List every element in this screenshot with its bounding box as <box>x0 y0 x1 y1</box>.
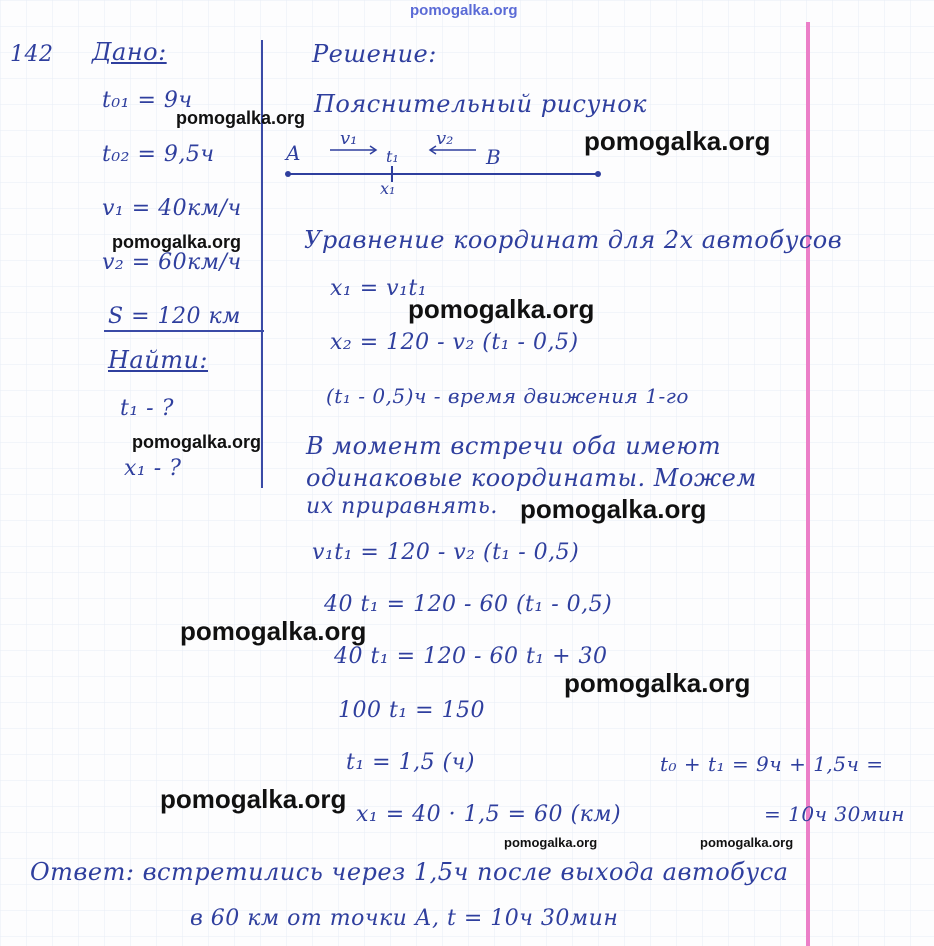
solution-line: (t₁ - 0,5)ч - время движения 1-го <box>326 384 689 408</box>
solution-line: одинаковые координаты. Можем <box>306 464 757 492</box>
equations-heading: Уравнение координат для 2х автобусов <box>304 226 843 254</box>
solution-line: 100 t₁ = 150 <box>338 698 486 723</box>
figure-heading: Пояснительный рисунок <box>314 90 647 118</box>
given-underline <box>104 330 264 332</box>
explanatory-figure <box>280 120 620 200</box>
answer-line: Ответ: встретились через 1,5ч после выхода автобуса <box>30 858 789 886</box>
given-line: S = 120 км <box>108 304 241 329</box>
given-line: t₀₂ = 9,5ч <box>102 142 215 167</box>
watermark: pomogalka.org <box>176 108 306 128</box>
solution-line: x₁ = v₁t₁ <box>330 276 428 301</box>
watermark-top: pomogalka.org <box>410 2 518 19</box>
find-line: x₁ - ? <box>124 456 182 481</box>
watermark: pomogalka.org <box>700 835 794 850</box>
watermark: pomogalka.org <box>520 494 707 524</box>
v2-label: v₂ <box>436 128 454 149</box>
watermark: pomogalka.org <box>132 432 262 452</box>
x1-label: x₁ <box>380 179 396 198</box>
solution-line: x₁ = 40 · 1,5 = 60 (км) <box>356 802 622 827</box>
watermark: pomogalka.org <box>564 668 751 698</box>
answer-line: в 60 км от точки А, t = 10ч 30мин <box>190 906 619 931</box>
watermark: pomogalka.org <box>180 616 367 646</box>
point-a-label: A <box>286 141 301 165</box>
given-line: v₁ = 40км/ч <box>102 196 242 221</box>
watermark: pomogalka.org <box>408 294 595 324</box>
watermark: pomogalka.org <box>584 126 771 156</box>
solution-line: 40 t₁ = 120 - 60 t₁ + 30 <box>334 644 608 669</box>
watermark: pomogalka.org <box>504 835 598 850</box>
solution-line: t₁ = 1,5 (ч) <box>346 750 475 775</box>
find-heading: Найти: <box>108 346 208 374</box>
problem-number: 142 <box>10 42 54 67</box>
solution-line: их приравнять. <box>306 494 498 519</box>
side-calc-line: t₀ + t₁ = 9ч + 1,5ч = <box>660 752 884 776</box>
point-b-dot <box>595 171 601 177</box>
point-a-dot <box>285 171 291 177</box>
solution-line: 40 t₁ = 120 - 60 (t₁ - 0,5) <box>324 592 613 617</box>
watermark: pomogalka.org <box>112 232 242 252</box>
given-heading: Дано: <box>92 38 167 66</box>
solution-line: x₂ = 120 - v₂ (t₁ - 0,5) <box>330 330 579 355</box>
solution-heading: Решение: <box>312 40 437 68</box>
side-calc-line: = 10ч 30мин <box>764 802 905 826</box>
solution-line: В момент встречи оба имеют <box>306 432 722 460</box>
point-b-label: B <box>486 145 501 169</box>
t1-label: t₁ <box>386 147 399 166</box>
v1-label: v₁ <box>340 128 358 149</box>
given-line: v₂ = 60км/ч <box>102 250 242 275</box>
watermark: pomogalka.org <box>160 784 347 814</box>
find-line: t₁ - ? <box>120 396 174 421</box>
given-line: t₀₁ = 9ч <box>102 88 193 113</box>
solution-line: v₁t₁ = 120 - v₂ (t₁ - 0,5) <box>312 540 580 565</box>
